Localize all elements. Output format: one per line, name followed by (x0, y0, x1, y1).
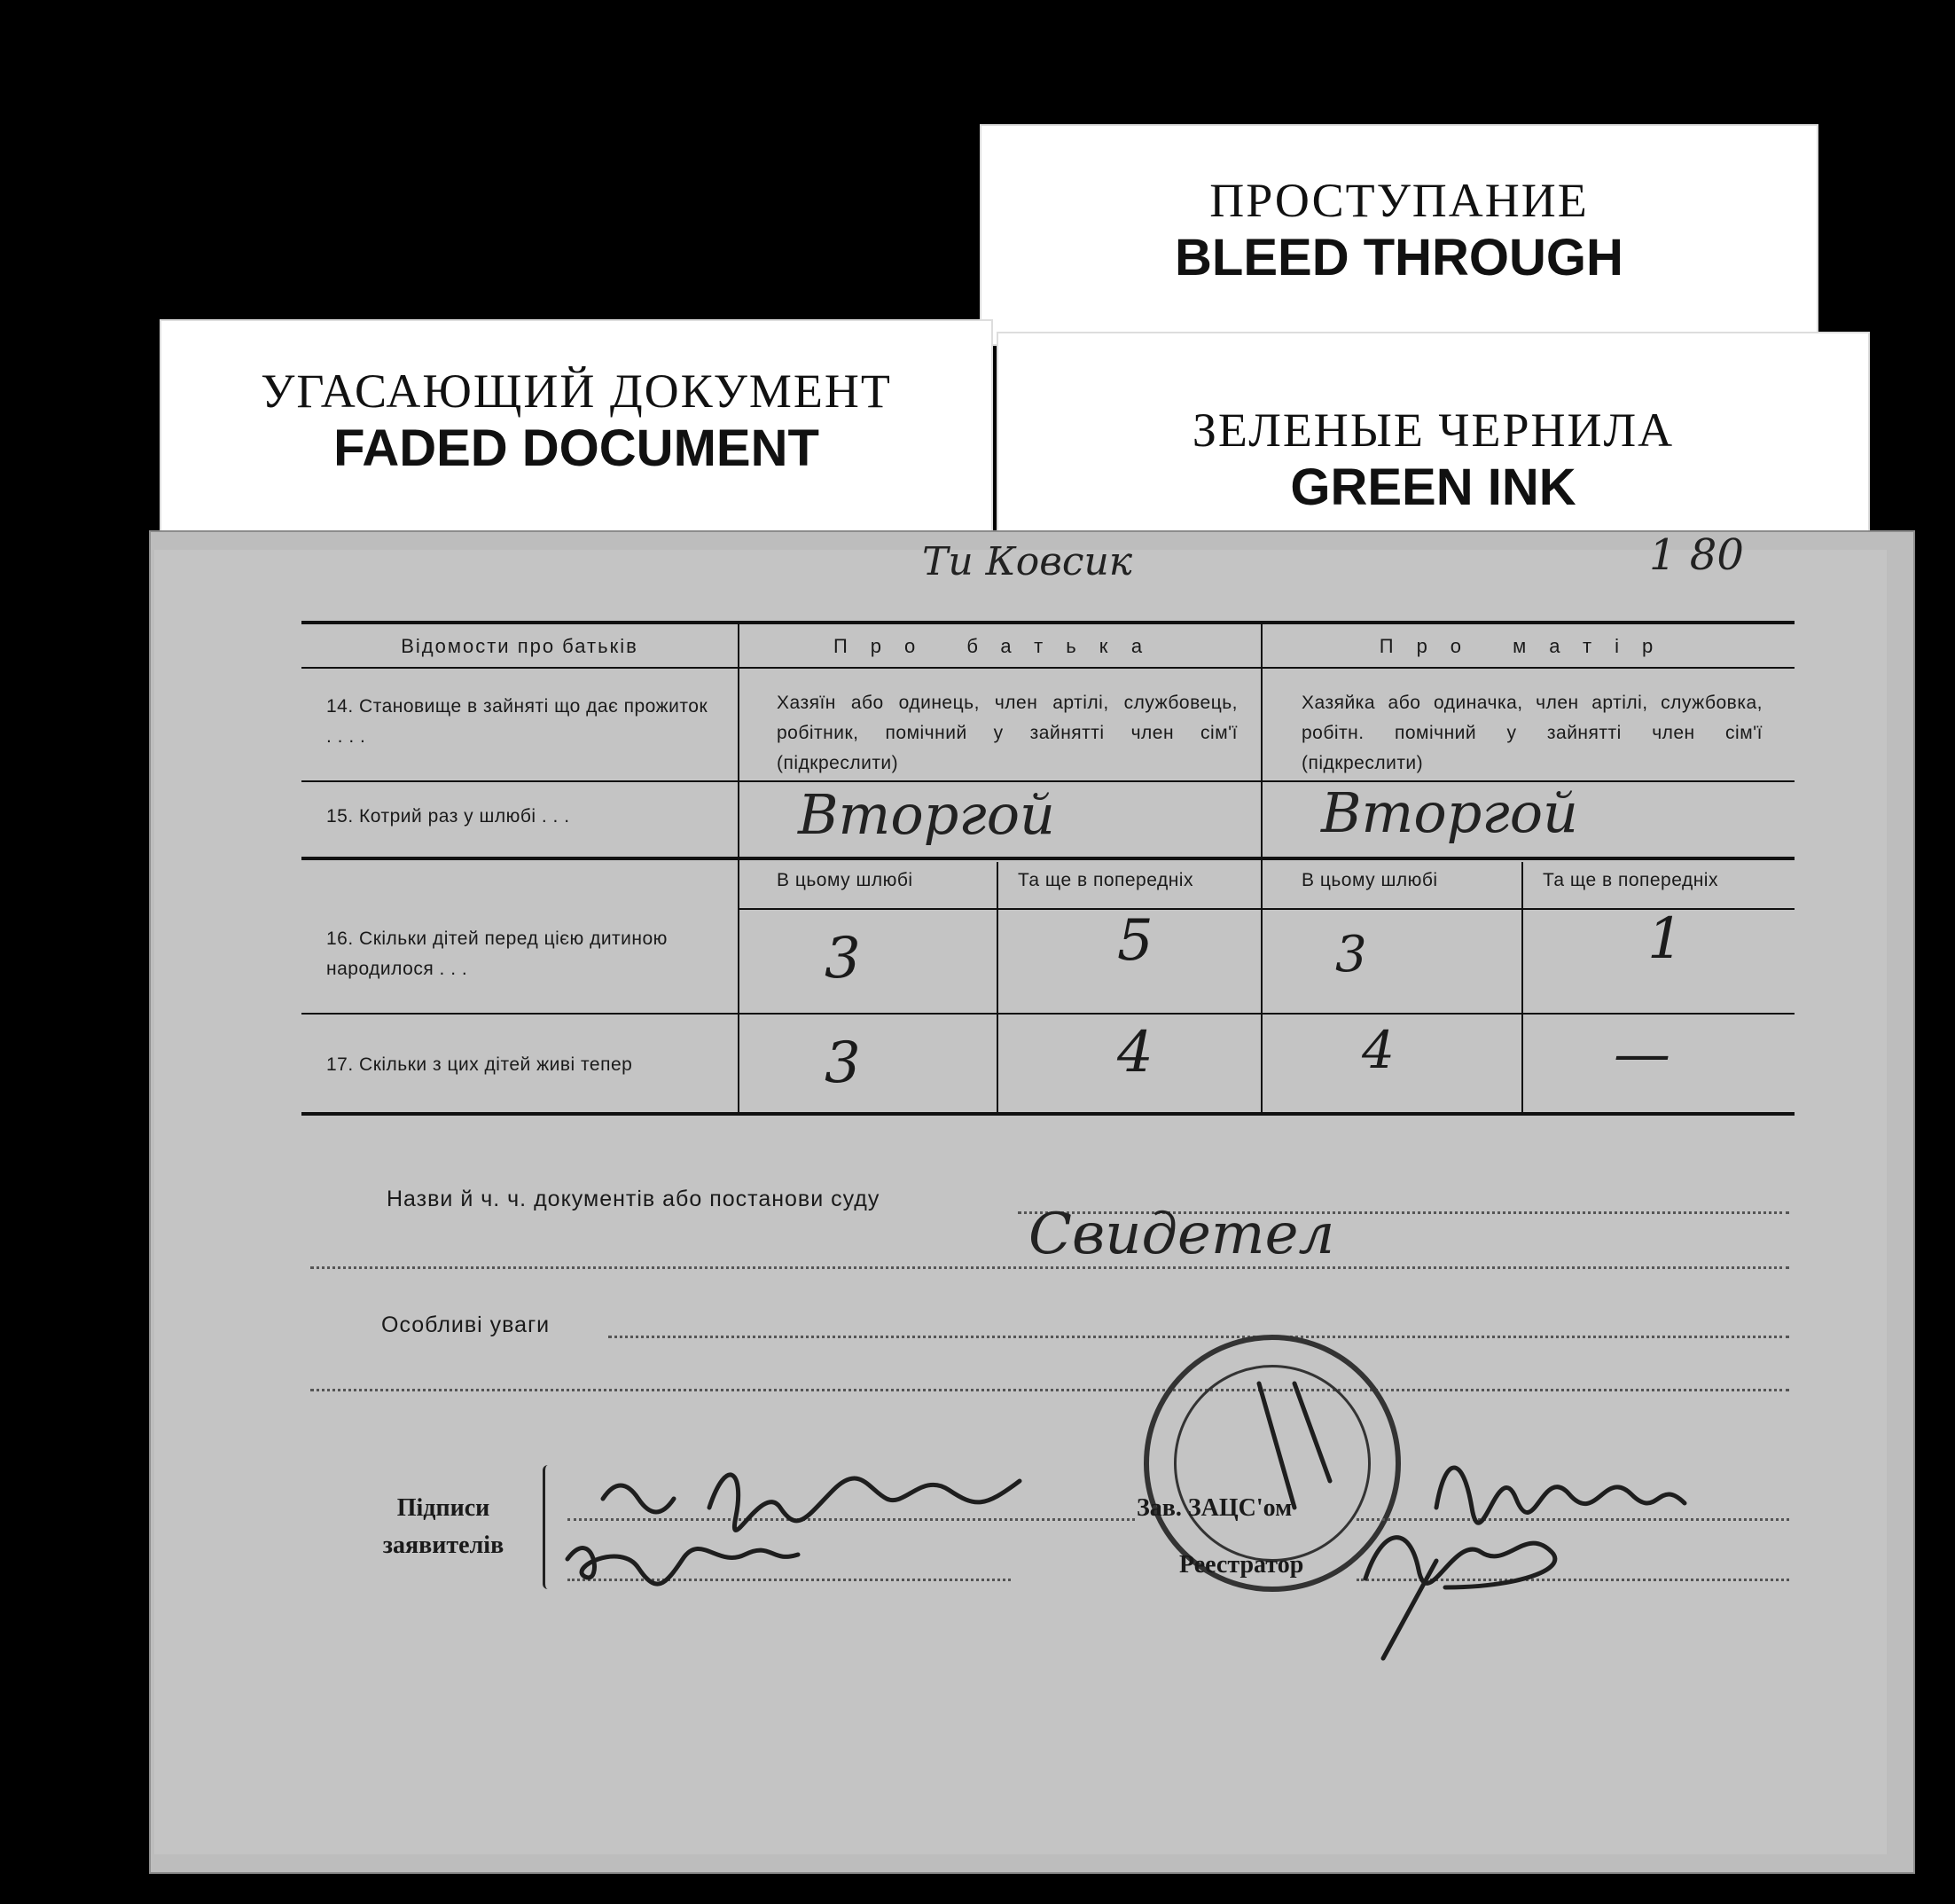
row17-mother-previous: — (1614, 1022, 1670, 1087)
green-ink-tag-en: GREEN INK (1290, 458, 1576, 516)
row16-mother-this: 3 (1335, 926, 1367, 983)
green-ink-tag-ru: ЗЕЛЕНЫЕ ЧЕРНИЛА (1192, 404, 1675, 457)
registry-head-label: Зав. ЗАЦС'ом (1137, 1494, 1293, 1522)
bleed-through-tag-ru: ПРОСТУПАНИЕ (1209, 174, 1589, 227)
row17-label: 17. Скільки з цих дітей живі тепер (326, 1054, 633, 1075)
faded-document-tag-en: FADED DOCUMENT (333, 419, 819, 477)
registrar-signature (1365, 1538, 1555, 1658)
mother-this-marriage-header: В цьому шлюбі (1302, 870, 1438, 890)
row14-label: 14. Становище в зайняті що дає прожиток . . . . (326, 696, 708, 747)
row16-label: 16. Скільки дітей перед цією дитиною народилося . . . (326, 928, 668, 979)
head-signature (1436, 1468, 1685, 1523)
documents-label: Назви й ч. ч. документів або постанови суду (387, 1187, 880, 1211)
faded-document-tag-ru: УГАСАЮЩИЙ ДОКУМЕНТ (261, 364, 892, 418)
row15-label: 15. Котрий раз у шлюбі . . . (326, 806, 570, 827)
row17-father-previous: 4 (1117, 1020, 1153, 1085)
father-header: Про батька (833, 635, 1166, 657)
documents-value: Свидетел (1028, 1202, 1335, 1267)
handwritten-page-number: 1 80 (1649, 530, 1744, 580)
parents-info-header: Відомости про батьків (401, 635, 638, 657)
father-previous-header: Та ще в попередніх (1018, 870, 1193, 890)
row17-mother-this: 4 (1362, 1020, 1395, 1080)
applicants-signatures-label: Підписи заявителів (382, 1494, 504, 1559)
row14-father: Хазяїн або одинець, член артілі, службовець, робітник, помічний у зайнятті член сім'ї (підкреслити) (777, 693, 1238, 773)
row16-father-previous: 5 (1117, 908, 1153, 974)
father-this-marriage-header: В цьому шлюбі (777, 870, 913, 890)
stamp-diagonal (1259, 1383, 1330, 1508)
applicant-signature-1 (603, 1475, 1020, 1530)
row15-mother-value: Вторгой (1321, 780, 1578, 845)
row14-mother: Хазяйка або одиначка, член артілі, службовка, робітн. помічний у зайнятті член сім'ї (підкреслити) (1302, 693, 1763, 773)
mother-previous-header: Та ще в попередніх (1543, 870, 1718, 890)
row16-mother-previous: 1 (1647, 906, 1684, 972)
row16-father-this: 3 (825, 926, 861, 991)
registrar-label: Реестратор (1179, 1551, 1304, 1579)
mother-header: Про матір (1379, 635, 1677, 657)
row15-father-value: Вторгой (798, 782, 1055, 847)
handwritten-header-name: Ти Ковсик (922, 539, 1133, 584)
applicant-signature-2 (567, 1548, 798, 1585)
notes-label: Особливі уваги (381, 1312, 551, 1337)
row17-father-this: 3 (825, 1030, 861, 1096)
bleed-through-tag-en: BLEED THROUGH (1175, 229, 1623, 286)
